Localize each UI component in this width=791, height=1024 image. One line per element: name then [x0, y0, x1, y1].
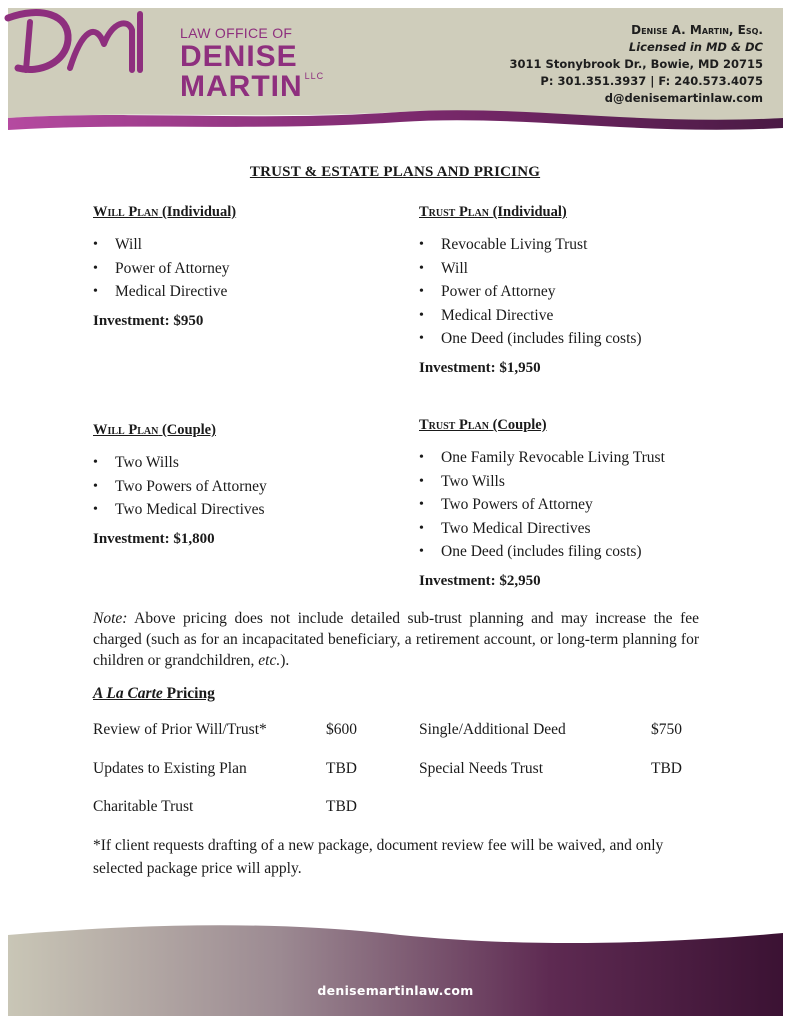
logo-llc: LLC	[304, 71, 325, 81]
plan-investment: Investment: $950	[93, 312, 204, 329]
service-name: Single/Additional Deed	[419, 721, 566, 738]
plan-trust-couple	[419, 417, 709, 590]
plan-qualifier: (Individual)	[161, 204, 237, 220]
note-text-end: ).	[280, 652, 290, 669]
service-name: Charitable Trust	[93, 798, 194, 815]
a-la-carte-title	[93, 685, 215, 703]
plan-will-couple	[93, 422, 383, 548]
letterhead	[0, 0, 791, 150]
plan-name: Trust Plan	[419, 417, 489, 433]
list-item: • Two Powers of Attorney	[93, 475, 383, 499]
plan-title	[93, 204, 383, 221]
plan-will-individual	[93, 204, 383, 330]
list-item: • Two Medical Directives	[93, 498, 383, 522]
contact-email[interactable]: d@denisemartinlaw.com	[604, 91, 763, 105]
service-price: TBD	[326, 798, 357, 815]
list-item: • Power of Attorney	[419, 280, 709, 304]
list-item: • Revocable Living Trust	[419, 233, 709, 257]
plan-title	[419, 417, 709, 434]
plan-qualifier: (Couple)	[161, 422, 216, 438]
footer-website-link[interactable]: denisemartinlaw.com	[317, 983, 474, 998]
plan-title	[419, 204, 709, 221]
list-item: • Will	[93, 233, 383, 257]
footer	[0, 905, 791, 1024]
plan-items	[93, 451, 383, 522]
footnote: *If client requests drafting of a new package, document review fee will be waived, and only selected package price will apply.	[93, 837, 664, 877]
list-item: • Two Powers of Attorney	[419, 493, 709, 517]
logo-dm-icon	[0, 0, 150, 80]
plan-items	[419, 233, 709, 351]
list-item: • Two Medical Directives	[419, 517, 709, 541]
footer-background	[0, 905, 791, 1024]
note-label: Note:	[93, 610, 128, 627]
list-item: • One Family Revocable Living Trust	[419, 446, 709, 470]
a-la-carte-title-italic: A La Carte	[93, 685, 163, 702]
plan-name: Trust Plan	[419, 204, 489, 220]
plan-qualifier: (Individual)	[492, 204, 567, 220]
plan-investment: Investment: $1,950	[419, 359, 541, 376]
list-item: • Two Wills	[93, 451, 383, 475]
plan-trust-individual	[419, 204, 709, 377]
service-price: TBD	[651, 760, 682, 777]
plan-investment: Investment: $1,800	[93, 530, 215, 547]
note-etc: etc.	[258, 652, 281, 669]
logo-wordmark	[180, 26, 324, 102]
list-item: • Medical Directive	[419, 304, 709, 328]
plan-title	[93, 422, 383, 439]
service-price: $750	[651, 721, 682, 738]
table-row	[93, 798, 703, 822]
plan-name: Will Plan	[93, 422, 159, 438]
plan-name: Will Plan	[93, 204, 159, 220]
service-name: Updates to Existing Plan	[93, 760, 247, 777]
contact-block	[510, 22, 763, 107]
contact-phone: P: 301.351.3937 | F: 240.573.4075	[540, 74, 763, 88]
service-name: Review of Prior Will/Trust*	[93, 721, 267, 738]
service-price: TBD	[326, 760, 357, 777]
note-text: Above pricing does not include detailed sub-trust planning and may increase the fee charged (such as for an incapacitated beneficiary, a retirement account, or long-term planning for children or grandchildren,	[93, 610, 699, 669]
list-item: • Two Wills	[419, 470, 709, 494]
plan-investment: Investment: $2,950	[419, 572, 541, 589]
service-price: $600	[326, 721, 357, 738]
logo-martin-text: MARTIN	[180, 70, 303, 103]
plan-items	[93, 233, 383, 304]
list-item: • Power of Attorney	[93, 257, 383, 281]
list-item: • One Deed (includes filing costs)	[419, 327, 709, 351]
page-title: TRUST & ESTATE PLANS AND PRICING	[249, 164, 541, 180]
plan-items	[419, 446, 709, 564]
pricing-note	[93, 608, 699, 671]
list-item: • Medical Directive	[93, 280, 383, 304]
logo-line-martin	[180, 72, 324, 102]
contact-license: Licensed in MD & DC	[628, 40, 763, 54]
list-item: • One Deed (includes filing costs)	[419, 540, 709, 564]
list-item: • Will	[419, 257, 709, 281]
logo-line-law-office: LAW OFFICE OF	[180, 25, 293, 41]
table-row	[93, 760, 703, 784]
service-name: Special Needs Trust	[419, 760, 543, 777]
a-la-carte-title-rest: Pricing	[162, 685, 215, 702]
table-row	[93, 721, 703, 745]
logo-line-denise: DENISE	[180, 40, 298, 73]
plan-qualifier: (Couple)	[492, 417, 547, 433]
contact-address: 3011 Stonybrook Dr., Bowie, MD 20715	[509, 57, 763, 71]
contact-name: Denise A. Martin, Esq.	[631, 23, 763, 37]
